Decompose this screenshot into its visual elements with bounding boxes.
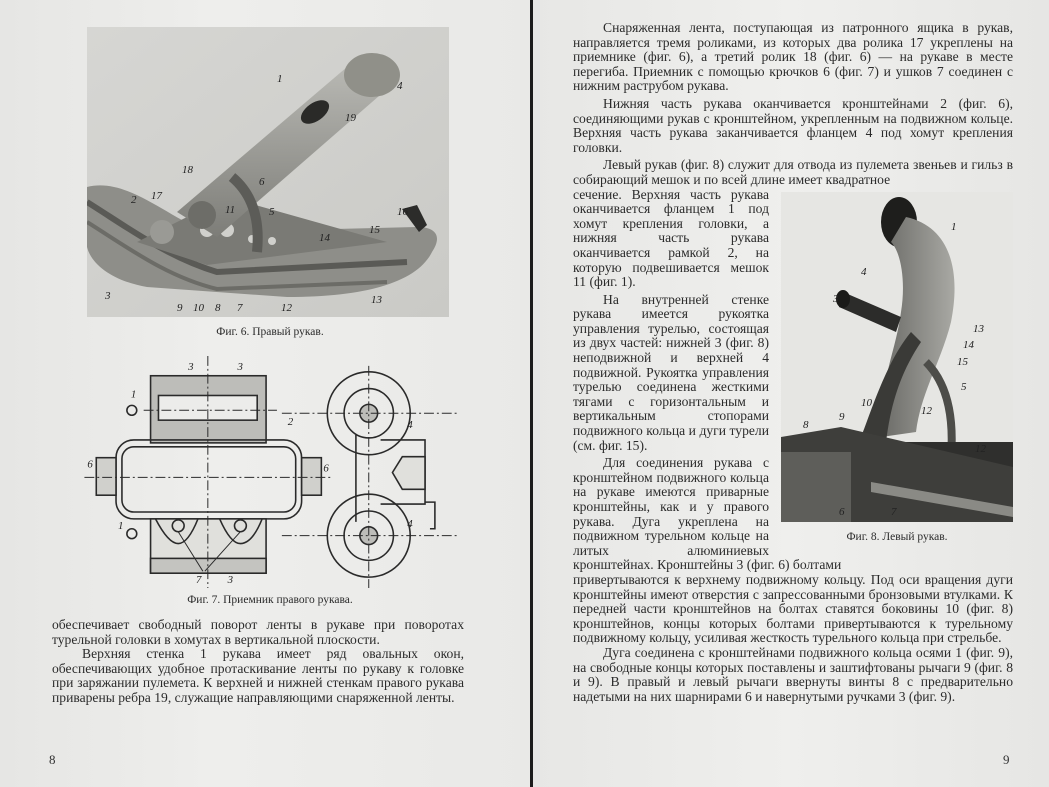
fig6-label: 16 [397,206,408,218]
fig8-label: 13 [973,322,984,335]
fig8-label: 12 [975,442,986,455]
fig8-label: 5 [961,380,967,393]
fig6-label: 1 [277,73,283,85]
fig7-label: 6 [323,462,329,475]
fig8-label: 15 [957,355,968,368]
paragraph: На внутренней стенке рукава имеется рукоятка управления турелью, состоящая из двух частей: нижней 3 (фиг. 8) неподвижной и верхней 4 подвижной. Рукоятка управления турелью соединена жесткими тягами с горизонтальным и вертикальным стопорами подвижного кольца и дуги турели (см. фиг. 15). [573,291,769,453]
fig6-label: 6 [259,176,265,188]
fig6-label: 9 [177,302,183,314]
fig6-label: 14 [319,232,330,244]
paragraph: сечение. Верхняя часть рукава оканчивается фланцем 1 под хомут крепления головки, а нижняя часть рукава оканчивается рамкой 2, на которую подвешивается мешок 11 (фиг. 1). [573,186,769,290]
right-page-text [573,21,1013,704]
left-page-text [52,618,464,706]
fig7-label: 3 [237,360,243,373]
fig7-label: 7 [195,574,202,587]
paragraph: Нижняя часть рукава оканчивается кронштейнами 2 (фиг. 6), соединяющими рукав с кронштейном, укрепленным на подвижном кольце. Верхняя часть рукава заканчивается фланцем 4 под хомут крепления головки. [573,95,1013,155]
receiver-drawing [82,356,462,588]
page-number-left: 8 [49,752,56,767]
paragraph: Левый рукав (фиг. 8) служит для отвода из пулемета звеньев и гильз в собирающий мешок и по всей длине имеет квадратное [573,157,1013,187]
fig8-label: 1 [951,220,957,233]
figure-6-caption: Фиг. 6. Правый рукав. [216,326,324,338]
fig8-label: 6 [839,505,845,518]
fig7-label: 4 [407,419,413,432]
fig8-label: 12 [921,404,932,417]
fig7-label: 1 [117,519,124,532]
figure-6-photo [87,27,449,317]
right-sleeve-photo [87,27,449,317]
fig7-label: 2 [287,416,294,429]
fig6-label: 13 [371,294,382,306]
fig6-label: 17 [151,190,162,202]
fig6-label: 12 [281,302,292,314]
fig7-label: 6 [87,458,93,471]
fig6-label: 15 [369,224,380,236]
paragraph: обеспечивает свободный поворот ленты в рукаве при поворотах турельной головки в хомутах в вертикальной плоскости. [52,617,464,647]
fig6-label: 10 [193,302,204,314]
fig6-label: 3 [105,290,111,302]
fig7-label: 3 [227,574,233,587]
fig6-label: 11 [225,204,236,216]
fig8-label: 14 [963,338,974,351]
paragraph: привертываются к верхнему подвижному кольцу. Под оси вращения дуги кронштейны имеют отверстия с запрессованными бронзовыми втулками. К передней части кронштейнов на болтах ставятся боковины 10 (фиг. 8) кронштейнов, концы которых болтами привертываются к турельному подвижному кольцу, усиливая жесткость турельного кольца при стрельбе. [573,571,1013,646]
left-sleeve-photo [781,192,1013,522]
fig6-label: 18 [182,164,193,176]
fig7-label: 1 [130,388,137,401]
figure-7-drawing [82,356,462,588]
fig7-label: 4 [407,517,413,530]
fig8-label: 10 [861,396,872,409]
fig6-label: 7 [237,302,243,314]
fig6-label: 8 [215,302,221,314]
paragraph: Дуга соединена с кронштейнами подвижного кольца осями 1 (фиг. 9), на свободные концы которых поставлены и заштифтованы рычаги 9 (фиг. 8 и 9). В правый и левый рычаги ввернуты винты 8 с предварительно надетыми на них шарнирами 6 и навернутыми ручками 3 (фиг. 9). [573,644,1013,704]
fig6-label: 19 [345,112,356,124]
paragraph: Снаряженная лента, поступающая из патронного ящика в рукав, направляется тремя роликами, из которых два ролика 17 укреплены на приемнике (фиг. 6), а третий ролик 18 (фиг. 6) — на рукаве в месте перегиба. Приемник с помощью крючков 6 (фиг. 7) и ушков 7 соединен с нижним раструбом рукава. [573,20,1013,94]
page-number-right: 9 [1003,752,1010,767]
fig8-label: 8 [803,418,809,431]
figure-8-caption: Фиг. 8. Левый рукав. [846,530,948,543]
fig8-label: 7 [891,505,897,518]
paragraph: Верхняя стенка 1 рукава имеет ряд овальных окон, обеспечивающих удобное протаскивание ленты по рукаву к головке при заряжании пулемета. К верхней и нижней стенкам правого рукава приварены ребра 19, служащие направляющими снаряженной ленты. [52,646,464,705]
figure-8 [781,192,1013,554]
fig7-label: 3 [188,360,194,373]
fig8-label: 4 [861,265,867,278]
paragraph: Для соединения рукава с кронштейном подвижного кольца на рукаве имеются приварные кронштейны, как и у правого рукава. Дуга укреплена на подвижном турельном кольце на литых алюминиевых кронштейнах. Кронштейны 3 (фиг. 6) болтами [573,455,842,573]
fig8-label: 9 [839,410,845,423]
book-spine [530,0,533,787]
fig6-label: 5 [269,206,275,218]
fig6-label: 4 [397,80,403,92]
figure-7-caption: Фиг. 7. Приемник правого рукава. [187,594,353,606]
fig8-label: 3 [833,292,839,305]
fig6-label: 2 [131,194,137,206]
